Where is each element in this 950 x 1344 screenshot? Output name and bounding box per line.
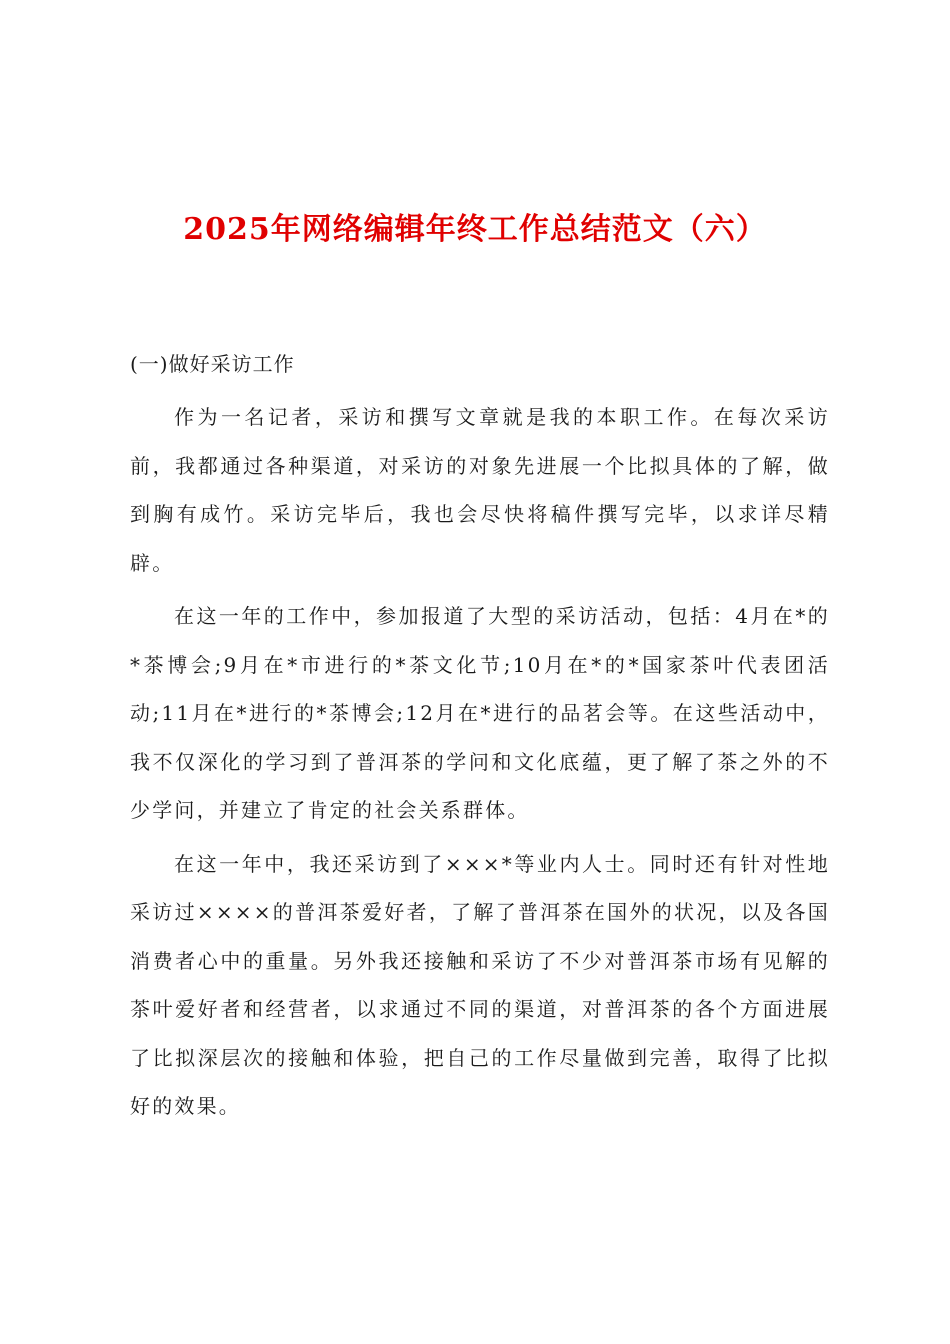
document-title: 2025年网络编辑年终工作总结范文（六）: [183, 212, 767, 247]
paragraph-3: 在这一年中，我还采访到了×××*等业内人士。同时还有针对性地采访过××××的普洱茶爱好者，了解了普洱茶在国外的状况，以及各国消费者心中的重量。另外我还接触和采访了不少对普洱茶市场有见解的茶叶爱好者和经营者，以求通过不同的渠道，对普洱茶的各个方面进展了比拟深层次的接触和体验，把自己的工作尽量做到完善，取得了比拟好的效果。: [130, 851, 830, 1118]
paragraph-2: 在这一年的工作中，参加报道了大型的采访活动，包括：4月在*的*茶博会;9月在*市进行的*茶文化节;10月在*的*国家茶叶代表团活动;11月在*进行的*茶博会;12月在*进行的品茗会等。在这些活动中，我不仅深化的学习到了普洱茶的学问和文化底蕴，更了解了茶之外的不少学问，并建立了肯定的社会关系群体。: [130, 604, 830, 822]
section-heading: (一)做好采访工作: [130, 352, 295, 376]
paragraph-1: 作为一名记者，采访和撰写文章就是我的本职工作。在每次采访前，我都通过各种渠道，对采访的对象先进展一个比拟具体的了解，做到胸有成竹。采访完毕后，我也会尽快将稿件撰写完毕，以求详尽精辟。: [130, 405, 830, 575]
document-body: [130, 393, 830, 1131]
